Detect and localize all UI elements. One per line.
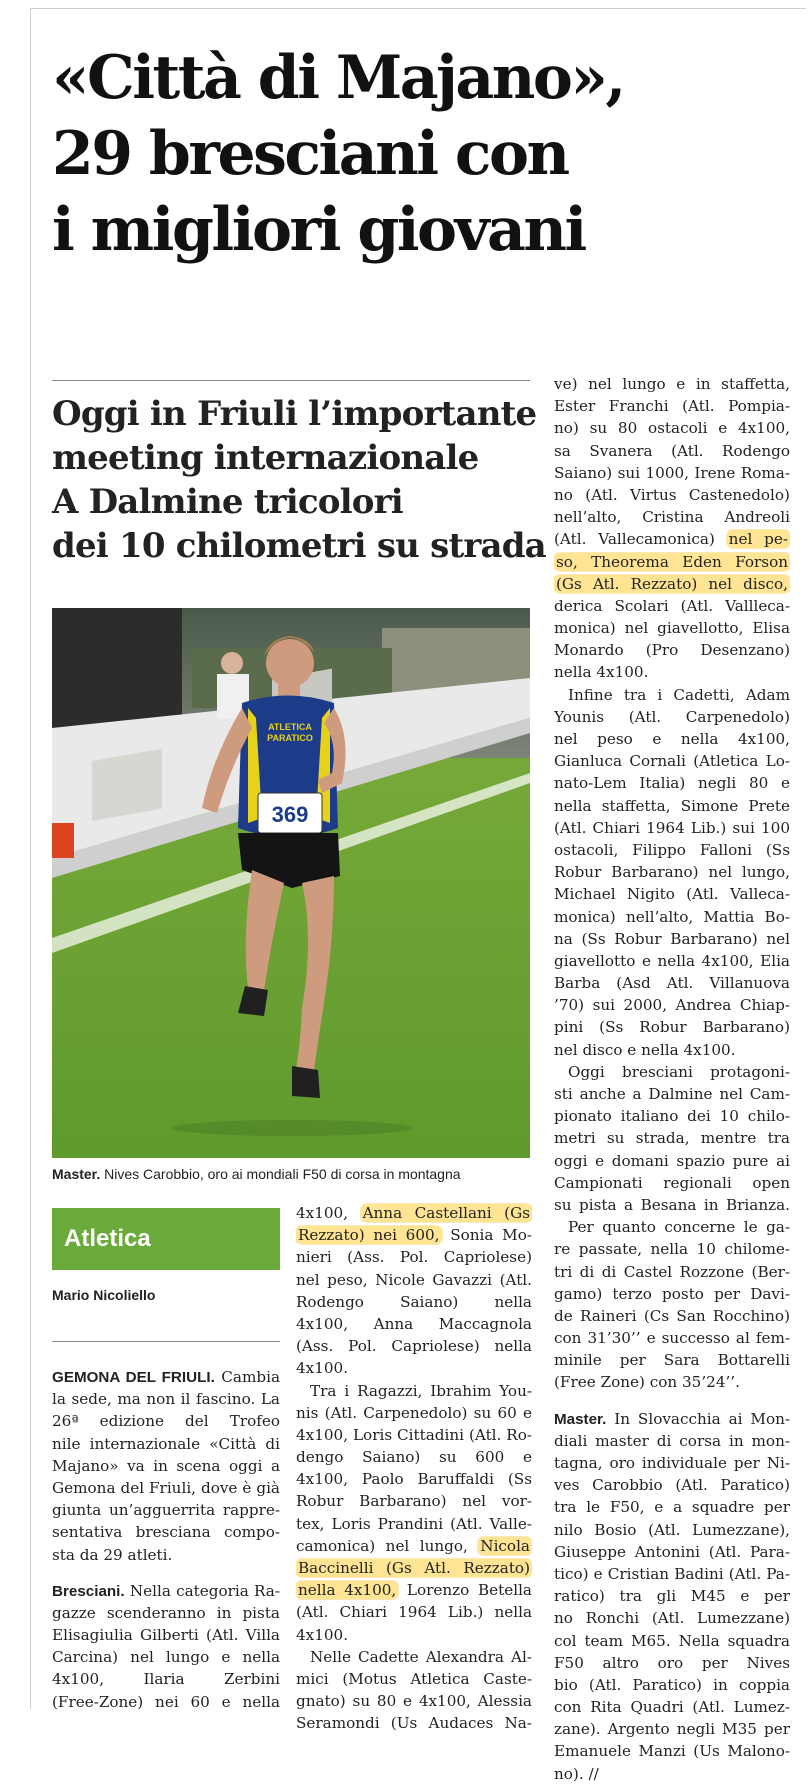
text-segment: ’70) sui 2000, Andrea Chiap- [554,996,790,1015]
text-segment: gamo) terzo posto per Davi- [554,1284,790,1303]
text-line [296,1624,532,1646]
text-line [554,1127,790,1149]
text-segment: con 31’30’’ e successo al fem- [554,1329,790,1348]
text-line [554,972,790,994]
text-line [554,1430,790,1452]
text-line [296,1202,532,1224]
text-segment: (Atl. Vallecamonica) [554,530,727,549]
runner-photo-illustration [52,608,530,1158]
text-line [296,1269,532,1291]
text-segment: 4x100. [296,1359,349,1378]
text-segment: dengo Saiano) su 600 e [296,1448,532,1467]
paragraph-lead: GEMONA DEL FRIULI. [52,1369,215,1386]
text-line [554,795,790,817]
text-segment: de Raineri (Cs San Rocchino) [554,1306,790,1325]
text-segment: sta da 29 atleti. [52,1545,173,1564]
text-line [554,950,790,972]
text-line [554,528,790,550]
text-line [52,1388,280,1410]
text-line [554,1238,790,1260]
text-segment: sa Svanera (Atl. Rodengo [554,441,790,460]
singlet-text-line: ATLETICA [268,722,312,732]
subheadline [52,392,546,568]
text-line [52,1624,280,1646]
text-line [554,395,790,417]
text-line [296,1446,532,1468]
text-segment: nieri (Ass. Pol. Capriolese) [296,1248,532,1267]
highlighted-text: Rezzato) nei 600, [298,1226,440,1245]
text-segment: Campionati regionali open [554,1173,790,1192]
text-line [296,1646,532,1668]
highlighted-text: Nicola [480,1536,530,1555]
photo-caption [52,1165,532,1183]
text-segment: (Ass. Pol. Capriolese) nella [296,1337,532,1356]
subhead-line: meeting internazionale [52,438,479,478]
text-segment: no (Atl. Virtus Castenedolo) [554,485,790,504]
section-tag: Atletica [52,1208,280,1270]
text-segment: tra le F50, e a squadre per [554,1498,790,1517]
text-line [554,706,790,728]
text-segment: Cambia [214,1368,280,1386]
text-segment: tex, Loris Prandini (Atl. Valle- [296,1514,532,1533]
text-line [554,373,790,395]
caption-lead: Master. [52,1166,101,1182]
text-segment: Per quanto concerne le ga- [568,1218,790,1237]
text-line [296,1313,532,1335]
text-segment: 4x100. [296,1625,349,1644]
text-line [296,1535,532,1557]
text-line [296,1579,532,1601]
text-line [554,440,790,462]
text-segment: monica) nell’alto, Mattia Bo- [554,907,790,926]
text-line [554,1763,790,1785]
text-line [554,573,790,595]
text-line [296,1424,532,1446]
text-segment: Tra i Ragazzi, Ibrahim You- [310,1381,532,1400]
paragraph-lead: Bresciani. [52,1582,125,1600]
text-segment: ratico) tra gli M45 e per [554,1587,790,1606]
text-line [296,1601,532,1623]
text-line [296,1357,532,1379]
text-line [296,1402,532,1424]
text-line [554,417,790,439]
text-segment: minile per Sara Bottarelli [554,1351,790,1370]
text-segment: Gianluca Cornali (Atletica Lo- [554,752,790,771]
caption-text: Nives Carobbio, oro ai mondiali F50 di corsa in montagna [100,1166,461,1182]
text-line [554,595,790,617]
text-segment: Nelle Cadette Alexandra Al- [310,1647,532,1666]
text-segment: Robur Barbarano) nel vor- [296,1492,532,1511]
text-segment: Lorenzo Betella [398,1581,532,1600]
text-segment: Majano» va in scena oggi a [52,1456,280,1475]
text-segment: nell’alto, Cristina Andreoli [554,508,790,527]
text-line [52,1646,280,1668]
text-segment: Saiano) sui 1000, Irene Roma- [554,463,790,482]
text-line [554,551,790,573]
article-column-3 [554,373,790,1785]
text-line [554,1305,790,1327]
text-segment: oggi e domani spazio pure ai [554,1151,790,1170]
text-line [554,1452,790,1474]
text-line [554,1039,790,1061]
text-segment: nella 4x100. [554,663,649,682]
text-segment: Younis (Atl. Carpenedolo) [554,707,790,726]
text-segment: na (Ss Robur Barbarano) nel [554,929,790,948]
byline: Mario Nicoliello [52,1287,156,1303]
text-line [554,1216,790,1238]
text-segment: diali master di corsa in mon- [554,1431,790,1450]
text-segment: (Free-Zone) nei 60 e nella [52,1692,280,1711]
text-line [554,883,790,905]
text-line [554,639,790,661]
text-line [554,839,790,861]
text-segment: nella staffetta, Simone Prete [554,796,790,815]
text-line [554,462,790,484]
text-line [296,1490,532,1512]
highlighted-text: Anna Castellani (Gs [362,1204,530,1222]
text-line [554,1718,790,1740]
text-segment: su pista a Besana in Brianza. [554,1195,790,1214]
paragraph-lead: Master. [554,1410,607,1428]
byline-rule [52,1341,280,1342]
text-line [554,772,790,794]
singlet-text-line: PARATICO [267,733,313,743]
headline-line: i migliori giovani [52,195,585,265]
text-segment: 4x100, Paolo Baruffaldi (Ss [296,1470,532,1489]
text-line [554,684,790,706]
text-line [554,928,790,950]
text-line [554,1630,790,1652]
text-segment: Emanuele Manzi (Us Malono- [554,1742,790,1761]
text-segment: la sede, ma non il fascino. La [52,1390,280,1409]
text-segment: zane). Argento negli M35 per [554,1720,790,1739]
text-line [554,1696,790,1718]
text-line [554,1541,790,1563]
text-segment: con Rita Quadri (Atl. Lumez- [554,1698,790,1717]
article-photo [52,608,530,1158]
text-segment: no). // [554,1764,599,1783]
bib-number: 369 [271,802,309,827]
text-line [554,1607,790,1629]
text-line [554,1674,790,1696]
text-line [554,1496,790,1518]
text-line [52,1366,280,1388]
subhead-top-rule [52,380,530,381]
text-line [296,1246,532,1268]
text-segment: gnato) su 80 e 4x100, Alessia [296,1692,532,1711]
text-line [554,1408,790,1430]
subhead-line: Oggi in Friuli l’importante [52,394,537,434]
text-segment: Rodengo Saiano) nella [296,1292,532,1311]
text-line [554,994,790,1016]
text-line [554,484,790,506]
text-segment: nilo Bosio (Atl. Lumezzane), [554,1520,790,1539]
paragraph-gap [52,1566,280,1580]
text-segment: gazze scenderanno in pista [52,1603,280,1622]
text-line [554,750,790,772]
article-column-2 [296,1202,532,1735]
text-line [52,1455,280,1477]
headline [52,40,792,268]
text-segment: Oggi bresciani protagoni- [568,1062,790,1081]
text-line [554,1083,790,1105]
text-line [52,1433,280,1455]
text-line [52,1410,280,1432]
text-segment: 4x100, Loris Cittadini (Atl. Ro- [296,1425,532,1444]
text-line [554,1016,790,1038]
text-segment: nato-Lem Italia) negli 80 e [554,774,790,793]
text-segment: Seramondi (Us Audaces Na- [296,1714,532,1733]
text-segment: derica Scolari (Atl. Vallleca- [554,596,790,615]
text-segment: Elisagiulia Gilberti (Atl. Villa [52,1626,280,1645]
text-segment: Ester Franchi (Atl. Pompia- [554,397,790,416]
text-segment: giavellotto e nella 4x100, Elia [554,951,790,970]
text-line [296,1468,532,1490]
text-line [52,1499,280,1521]
text-line [554,1349,790,1371]
text-segment: nel disco e nella 4x100. [554,1040,736,1059]
text-line [554,1740,790,1762]
subhead-line: A Dalmine tricolori [52,482,403,522]
text-line [296,1224,532,1246]
text-segment: Infine tra i Cadetti, Adam [568,685,790,704]
text-line [554,1371,790,1393]
text-segment: ve) nel lungo e in staffetta, [554,375,790,393]
text-segment: Barba (Asd Atl. Villanuova [554,974,790,993]
highlighted-text: nel pe- [728,530,788,549]
headline-line: «Città di Majano», [52,43,624,113]
highlighted-text: nella 4x100, [298,1581,397,1600]
text-segment: monica) nel giavellotto, Elisa [554,619,790,638]
text-line [554,906,790,928]
text-line [554,1585,790,1607]
text-line [554,1105,790,1127]
paragraph-gap [554,1394,790,1408]
headline-line: 29 bresciani con [52,119,568,189]
highlighted-text: so, Theorema Eden Forson [556,552,788,571]
text-line [296,1335,532,1357]
text-line [554,617,790,639]
text-line [554,1283,790,1305]
text-segment: 4x100, Anna Maccagnola [296,1314,532,1333]
text-line [554,1474,790,1496]
text-segment: col team M65. Nella squadra [554,1631,790,1650]
text-line [296,1690,532,1712]
text-segment: pini (Ss Robur Barbarano) [554,1018,790,1037]
text-segment: metri su strada, mentre tra [554,1129,790,1148]
text-line [554,1327,790,1349]
text-segment: (Free Zone) con 35’24’’. [554,1373,740,1392]
text-segment: tri di di Castel Rozzone (Ber- [554,1262,790,1281]
highlighted-text: Baccinelli (Gs Atl. Rezzato) [298,1559,530,1577]
text-line [554,861,790,883]
text-segment: nel peso e nella 4x100, [554,730,790,748]
text-segment: nis (Atl. Carpenedolo) su 60 e [296,1403,532,1422]
text-segment: bio (Atl. Paratico) in coppia [554,1675,790,1694]
text-segment: F50 altro oro per Nives [554,1653,790,1672]
text-line [554,1172,790,1194]
text-segment: Monardo (Pro Desenzano) [554,641,790,660]
article-column-1 [52,1366,280,1713]
text-segment: nile internazionale «Città di [52,1434,280,1453]
text-line [554,1261,790,1283]
text-line [296,1291,532,1313]
text-line [296,1380,532,1402]
text-line [52,1602,280,1624]
text-line [52,1477,280,1499]
text-segment: giunta un’agguerrita rappre- [52,1501,280,1520]
text-line [554,817,790,839]
text-segment: re passate, nella 10 chilome- [554,1240,790,1259]
text-line [554,1519,790,1541]
text-line [52,1544,280,1566]
highlighted-text: (Gs Atl. Rezzato) nel disco, [556,574,788,593]
text-segment: nel peso, Nicole Gavazzi (Atl. [296,1270,532,1289]
text-segment: 4x100, [296,1204,361,1222]
text-line [554,728,790,750]
text-segment: sti anche a Dalmine nel Cam- [554,1085,790,1103]
text-segment: (Atl. Chiari 1964 Lib.) sui 100 [554,818,790,837]
text-line [554,1061,790,1083]
text-segment: Gemona del Friuli, dove è già [52,1478,280,1497]
text-line [296,1668,532,1690]
text-segment: camonica) nel lungo, [296,1536,479,1555]
text-segment: 26ª edizione del Trofeo [52,1412,280,1431]
text-line [296,1712,532,1734]
text-line [554,1563,790,1585]
text-line [554,1194,790,1216]
text-segment: tagna, oro individuale per Ni- [554,1454,790,1472]
text-line [554,661,790,683]
text-segment: ves Carobbio (Atl. Paratico) [554,1476,790,1495]
text-line [554,506,790,528]
text-line [52,1521,280,1543]
text-line [52,1691,280,1713]
text-segment: Sonia Mo- [441,1226,532,1245]
text-line [554,1150,790,1172]
text-segment: mici (Motus Atletica Caste- [296,1669,532,1688]
text-segment: pionato italiano dei 10 chilo- [554,1107,790,1126]
text-segment: 4x100, Ilaria Zerbini [52,1670,280,1689]
text-segment: (Atl. Chiari 1964 Lib.) nella [296,1603,532,1622]
text-segment: In Slovacchia ai Mon- [606,1409,790,1428]
text-segment: no Ronchi (Atl. Lumezzane) [554,1609,790,1628]
text-segment: sentativa bresciana compo- [52,1523,280,1542]
subhead-line: dei 10 chilometri su strada [52,526,546,566]
text-segment: tico) e Cristian Badini (Atl. Pa- [554,1564,790,1583]
text-segment: Nella categoria Ra- [124,1581,280,1600]
text-segment: no) su 80 ostacoli e 4x100, [554,419,790,438]
text-line [52,1580,280,1602]
text-segment: Michael Nigito (Atl. Valleca- [554,885,790,904]
text-segment: ostacoli, Filippo Falloni (Ss [554,840,790,859]
text-segment: Robur Barbarano) nel lungo, [554,863,790,882]
text-line [52,1668,280,1690]
text-segment: Carcina) nel lungo e nella [52,1648,280,1667]
text-line [296,1557,532,1579]
text-line [296,1513,532,1535]
text-line [554,1652,790,1674]
text-segment: Giuseppe Antonini (Atl. Para- [554,1542,790,1561]
